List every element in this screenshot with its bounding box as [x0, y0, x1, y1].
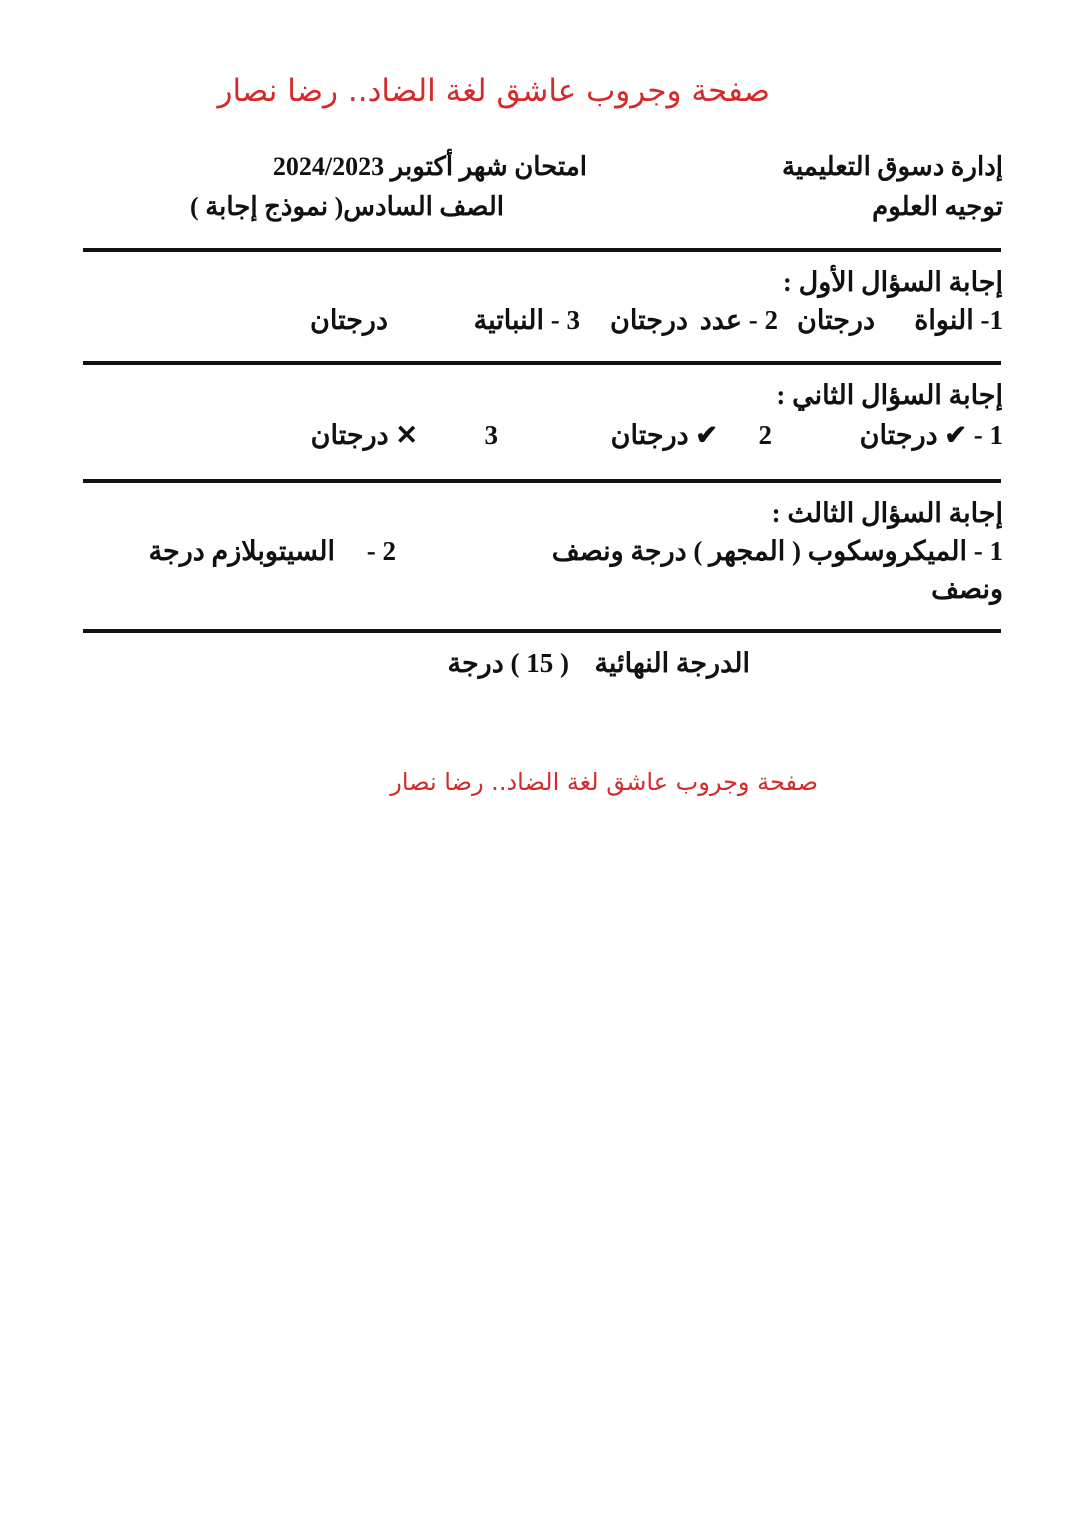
- q3-answer-2-continuation: ونصف: [931, 574, 1003, 604]
- watermark-bottom: صفحة وجروب عاشق لغة الضاد.. رضا نصار: [390, 768, 818, 796]
- divider-3: [83, 479, 1001, 483]
- q2-answer-3-number: 3: [484, 420, 498, 450]
- q2-answer-3: ✕ درجتان: [310, 420, 418, 450]
- q1-title: إجابة السؤال الأول :: [782, 267, 1003, 297]
- final-score-label: الدرجة النهائية: [594, 648, 750, 678]
- q1-answer-2-mark: درجتان: [610, 305, 688, 335]
- divider-1: [83, 248, 1001, 252]
- q1-answer-1: 1- النواة: [914, 305, 1003, 335]
- q2-answer-2-number: 2: [758, 420, 772, 450]
- q3-answer-2-number: 2 -: [366, 536, 396, 566]
- q1-answer-3: 3 - النباتية: [473, 305, 580, 335]
- q3-title: إجابة السؤال الثالث :: [771, 498, 1003, 528]
- q2-title: إجابة السؤال الثاني :: [776, 380, 1003, 410]
- q1-answer-3-mark: درجتان: [310, 305, 388, 335]
- department-name: توجيه العلوم: [872, 192, 1003, 221]
- divider-4: [83, 629, 1001, 633]
- q1-answer-2: 2 - عدد: [699, 305, 778, 335]
- watermark-top: صفحة وجروب عاشق لغة الضاد.. رضا نصار: [217, 73, 770, 109]
- administration-name: إدارة دسوق التعليمية: [782, 152, 1003, 181]
- grade-label: الصف السادس( نموذج إجابة ): [190, 192, 504, 221]
- q3-answer-2: السيتوبلازم درجة: [148, 536, 335, 566]
- divider-2: [83, 361, 1001, 365]
- q1-answer-1-mark: درجتان: [797, 305, 875, 335]
- q3-answer-1: 1 - الميكروسكوب ( المجهر ) درجة ونصف: [551, 536, 1003, 566]
- q2-answer-1: 1 - ✔ درجتان: [859, 420, 1003, 450]
- exam-title: امتحان شهر أكتوبر 2024/2023: [272, 152, 587, 181]
- q2-answer-2: ✔ درجتان: [610, 420, 718, 450]
- final-score-value: ( 15 ) درجة: [447, 648, 569, 678]
